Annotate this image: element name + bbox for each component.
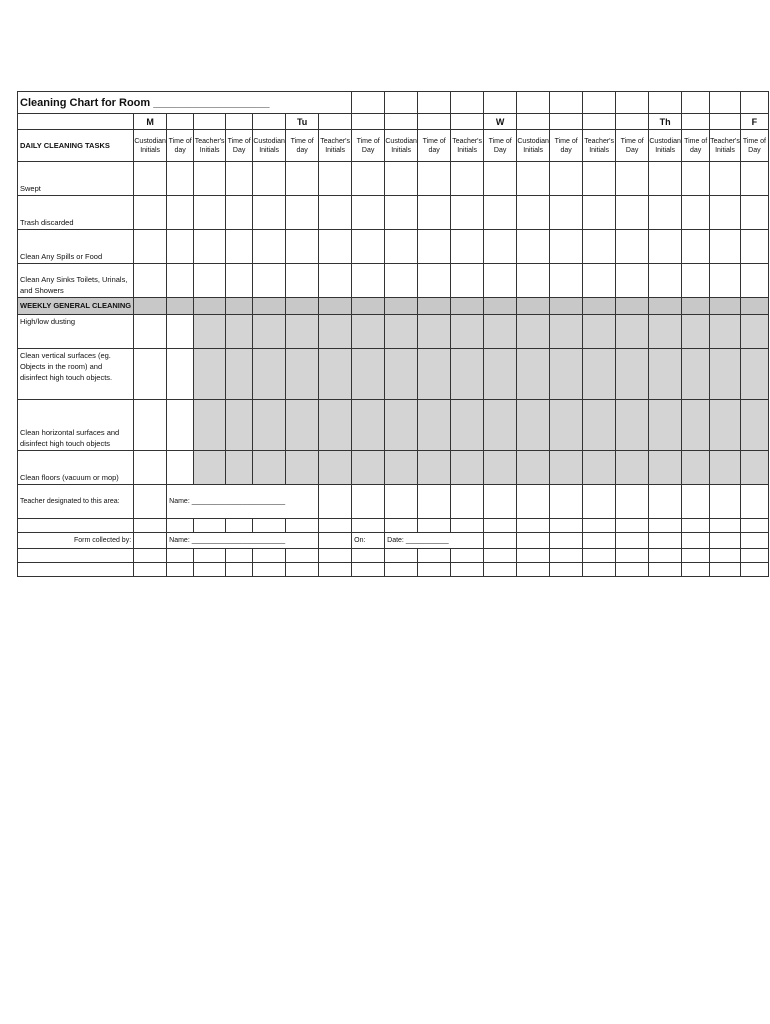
- entry-cell[interactable]: [451, 196, 484, 230]
- day-wednesday: W: [484, 114, 517, 130]
- entry-cell[interactable]: [167, 162, 194, 196]
- entry-cell[interactable]: [451, 264, 484, 298]
- entry-cell[interactable]: [286, 230, 319, 264]
- on-label: On:: [352, 533, 385, 549]
- teacher-name-field[interactable]: Name: ________________________: [167, 485, 319, 519]
- entry-cell[interactable]: [517, 264, 550, 298]
- entry-cell[interactable]: [418, 196, 451, 230]
- entry-cell[interactable]: [167, 451, 194, 485]
- day-monday: M: [134, 114, 167, 130]
- entry-cell[interactable]: [517, 230, 550, 264]
- entry-cell[interactable]: [740, 230, 768, 264]
- task-label: Clean floors (vacuum or mop): [18, 451, 134, 485]
- entry-cell[interactable]: [451, 230, 484, 264]
- entry-cell[interactable]: [682, 162, 710, 196]
- entry-cell[interactable]: [517, 162, 550, 196]
- subheader: Time of Day: [616, 130, 649, 162]
- entry-cell[interactable]: [194, 230, 226, 264]
- subheader: Time of day: [418, 130, 451, 162]
- subheader: Custodian Initials: [253, 130, 286, 162]
- entry-cell[interactable]: [385, 230, 418, 264]
- subheader: Custodian Initials: [134, 130, 167, 162]
- entry-cell[interactable]: [710, 264, 741, 298]
- subheader: Time of day: [682, 130, 710, 162]
- teacher-designated-label: Teacher designated to this area:: [18, 485, 134, 519]
- task-label: Clean Any Sinks Toilets, Urinals, and Showers: [18, 264, 134, 298]
- entry-cell[interactable]: [616, 196, 649, 230]
- subheader: Custodian Initials: [517, 130, 550, 162]
- entry-cell[interactable]: [134, 451, 167, 485]
- task-label: Clean vertical surfaces (eg. Objects in the room) and disinfect high touch objects.: [18, 349, 134, 400]
- entry-cell[interactable]: [167, 349, 194, 400]
- entry-cell[interactable]: [517, 196, 550, 230]
- entry-cell[interactable]: [134, 230, 167, 264]
- entry-cell[interactable]: [418, 264, 451, 298]
- subheader: Time of day: [286, 130, 319, 162]
- entry-cell[interactable]: [418, 162, 451, 196]
- entry-cell[interactable]: [616, 162, 649, 196]
- entry-cell[interactable]: [253, 230, 286, 264]
- entry-cell[interactable]: [167, 230, 194, 264]
- subheader: Time of Day: [740, 130, 768, 162]
- entry-cell[interactable]: [710, 196, 741, 230]
- entry-cell[interactable]: [740, 264, 768, 298]
- entry-cell[interactable]: [550, 264, 583, 298]
- entry-cell[interactable]: [616, 230, 649, 264]
- entry-cell[interactable]: [484, 196, 517, 230]
- task-label: Clean horizontal surfaces and disinfect high touch objects: [18, 400, 134, 451]
- entry-cell[interactable]: [167, 264, 194, 298]
- entry-cell[interactable]: [134, 196, 167, 230]
- entry-cell[interactable]: [649, 264, 682, 298]
- entry-cell[interactable]: [583, 264, 616, 298]
- entry-cell[interactable]: [352, 264, 385, 298]
- subheader: Time of day: [167, 130, 194, 162]
- entry-cell[interactable]: [583, 230, 616, 264]
- entry-cell[interactable]: [583, 196, 616, 230]
- task-label: Swept: [18, 162, 134, 196]
- table-row: [18, 315, 769, 349]
- task-label: Trash discarded: [18, 196, 134, 230]
- subheader: Custodian Initials: [649, 130, 682, 162]
- entry-cell[interactable]: [194, 264, 226, 298]
- entry-cell[interactable]: [134, 264, 167, 298]
- entry-cell[interactable]: [167, 400, 194, 451]
- entry-cell[interactable]: [710, 162, 741, 196]
- entry-cell[interactable]: [253, 196, 286, 230]
- day-tuesday: Tu: [286, 114, 319, 130]
- entry-cell[interactable]: [550, 162, 583, 196]
- subheader: Teacher's Initials: [710, 130, 741, 162]
- entry-cell[interactable]: [352, 230, 385, 264]
- subheader: Time of Day: [352, 130, 385, 162]
- entry-cell[interactable]: [134, 349, 167, 400]
- entry-cell[interactable]: [740, 196, 768, 230]
- entry-cell[interactable]: [451, 162, 484, 196]
- entry-cell[interactable]: [134, 315, 167, 349]
- table-row: [18, 349, 769, 400]
- entry-cell[interactable]: [194, 162, 226, 196]
- table-row: [18, 196, 769, 230]
- entry-cell[interactable]: [352, 162, 385, 196]
- entry-cell[interactable]: [226, 196, 253, 230]
- entry-cell[interactable]: [385, 196, 418, 230]
- entry-cell[interactable]: [385, 162, 418, 196]
- entry-cell[interactable]: [682, 230, 710, 264]
- table-row: [18, 230, 769, 264]
- entry-cell[interactable]: [649, 196, 682, 230]
- entry-cell[interactable]: [319, 162, 352, 196]
- entry-cell[interactable]: [319, 230, 352, 264]
- entry-cell[interactable]: [286, 162, 319, 196]
- entry-cell[interactable]: [649, 230, 682, 264]
- subheader: Teacher's Initials: [583, 130, 616, 162]
- subheader: Custodian Initials: [385, 130, 418, 162]
- entry-cell[interactable]: [710, 230, 741, 264]
- entry-cell[interactable]: [484, 230, 517, 264]
- task-label: Clean Any Spills or Food: [18, 230, 134, 264]
- entry-cell[interactable]: [194, 196, 226, 230]
- collector-name-field[interactable]: Name: ________________________: [167, 533, 319, 549]
- subheader: Time of Day: [484, 130, 517, 162]
- entry-cell[interactable]: [682, 264, 710, 298]
- weekly-header-row: [18, 298, 769, 315]
- entry-cell[interactable]: [226, 162, 253, 196]
- date-field[interactable]: Date: ___________: [385, 533, 484, 549]
- table-row: [18, 400, 769, 451]
- entry-cell[interactable]: [484, 162, 517, 196]
- entry-cell[interactable]: [385, 264, 418, 298]
- entry-cell[interactable]: [134, 400, 167, 451]
- entry-cell[interactable]: [286, 196, 319, 230]
- entry-cell[interactable]: [484, 264, 517, 298]
- table-row: [18, 451, 769, 485]
- day-friday: F: [740, 114, 768, 130]
- entry-cell[interactable]: [649, 162, 682, 196]
- table-row: [18, 264, 769, 298]
- entry-cell[interactable]: [226, 230, 253, 264]
- entry-cell[interactable]: [418, 230, 451, 264]
- entry-cell[interactable]: [167, 315, 194, 349]
- page-title: Cleaning Chart for Room ___________________: [18, 92, 352, 114]
- entry-cell[interactable]: [286, 264, 319, 298]
- entry-cell[interactable]: [319, 264, 352, 298]
- entry-cell[interactable]: [319, 196, 352, 230]
- task-label: High/low dusting: [18, 315, 134, 349]
- entry-cell[interactable]: [253, 162, 286, 196]
- entry-cell[interactable]: [583, 162, 616, 196]
- cleaning-chart-table: [17, 91, 769, 577]
- entry-cell[interactable]: [616, 264, 649, 298]
- day-thursday: Th: [649, 114, 682, 130]
- entry-cell[interactable]: [134, 162, 167, 196]
- subheader: Teacher's Initials: [451, 130, 484, 162]
- subheader: Time of day: [550, 130, 583, 162]
- entry-cell[interactable]: [550, 230, 583, 264]
- entry-cell[interactable]: [682, 196, 710, 230]
- subheader: Teacher's Initials: [319, 130, 352, 162]
- table-row: [18, 162, 769, 196]
- subheader: Teacher's Initials: [194, 130, 226, 162]
- form-collected-label: Form collected by:: [18, 533, 134, 549]
- daily-tasks-header: DAILY CLEANING TASKS: [18, 130, 134, 162]
- entry-cell[interactable]: [253, 264, 286, 298]
- entry-cell[interactable]: [740, 162, 768, 196]
- entry-cell[interactable]: [550, 196, 583, 230]
- entry-cell[interactable]: [226, 264, 253, 298]
- subheader: Time of Day: [226, 130, 253, 162]
- entry-cell[interactable]: [167, 196, 194, 230]
- entry-cell[interactable]: [352, 196, 385, 230]
- weekly-cleaning-header: WEEKLY GENERAL CLEANING: [18, 298, 134, 315]
